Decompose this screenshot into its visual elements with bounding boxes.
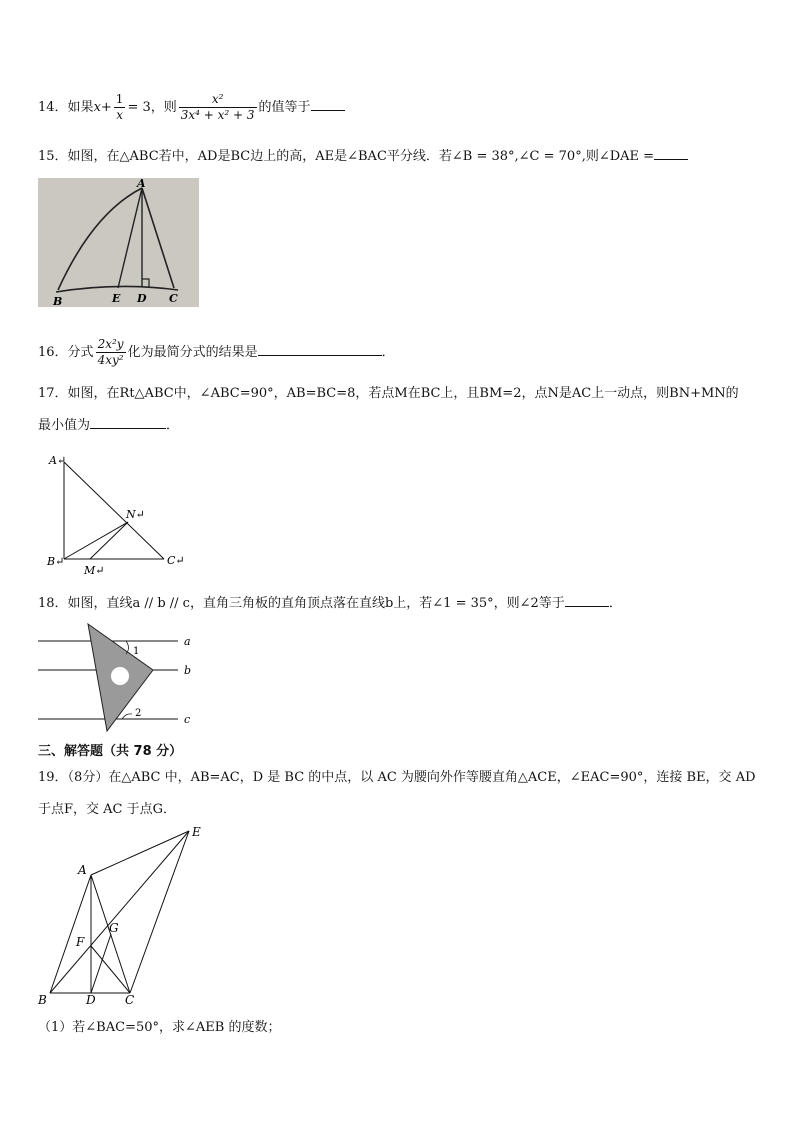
label-d: D	[86, 993, 96, 1007]
q15-text: 如图，在△ABC若中，AD是BC边上的高，AE是∠BAC平分线．若∠B = 38°,∠C = 70°,则∠DAE =	[67, 149, 655, 164]
question-number: 19．	[38, 770, 68, 785]
segment-be	[50, 831, 189, 993]
label-m: M↵	[84, 564, 105, 577]
question-number: 15．	[38, 149, 68, 164]
frac-denominator: x	[114, 107, 126, 123]
label-c: C↵	[167, 554, 185, 567]
label-e: E	[192, 825, 201, 839]
q17-tail: ．	[166, 418, 180, 433]
question-19-part-1: （1）若∠BAC=50°，求∠AEB 的度数；	[38, 1020, 281, 1035]
q14-fraction-1	[114, 92, 126, 123]
question-17-line-2	[38, 414, 756, 436]
question-number: 17．	[38, 386, 68, 401]
angle-2-arc	[122, 714, 132, 719]
label-a: A↵	[49, 454, 67, 467]
q17-text-1: 如图，在Rt△ABC中，∠ABC=90°，AB=BC=8，若点M在BC上，且BM=2，点N是AC上一动点，则BN+MN的	[67, 386, 739, 401]
q18-text: 如图，直线a // b // c，直角三角板的直角顶点落在直线b上，若∠1 = 35°，则∠2等于	[67, 596, 565, 611]
label-f: F	[76, 935, 85, 949]
answer-blank[interactable]	[258, 341, 382, 356]
question-16	[38, 337, 756, 368]
question-number: 14．	[38, 100, 68, 115]
label-angle-2: 2	[135, 708, 142, 719]
label-b: B	[38, 993, 47, 1007]
answer-blank[interactable]	[654, 145, 688, 160]
q15-figure	[38, 178, 199, 307]
question-17-line-1	[38, 384, 756, 404]
question-15	[38, 145, 756, 167]
q18-tail: ．	[608, 596, 622, 611]
question-19-line-2	[38, 800, 756, 820]
segment-cf	[91, 946, 130, 993]
q16-text-2: 化为最简分式的结果是	[127, 345, 258, 360]
answer-blank[interactable]	[311, 96, 345, 111]
label-b: B	[53, 295, 63, 307]
question-14	[38, 92, 756, 123]
q17-figure	[44, 450, 194, 578]
label-c: C	[125, 993, 135, 1007]
label-line-a: a	[184, 635, 191, 648]
q14-text-3: 的值等于	[258, 100, 311, 115]
q16-tail: ．	[381, 345, 395, 360]
frac-numerator: 1	[115, 92, 124, 106]
label-d: D	[137, 292, 147, 305]
label-a: A	[137, 178, 146, 190]
frac-numerator: x²	[211, 92, 224, 106]
q19-text-1: （8分）在△ABC 中，AB=AC，D 是 BC 的中点，以 AC 为腰向外作等腰直角△ACE，∠EAC=90°，连接 BE，交 AD	[67, 770, 756, 785]
side-ae	[91, 831, 189, 875]
label-g: G	[109, 921, 119, 935]
label-a: A	[78, 863, 87, 877]
set-square-hole	[111, 667, 129, 685]
label-line-b: b	[184, 664, 192, 677]
q16-fraction	[96, 337, 126, 368]
label-line-c: c	[184, 713, 191, 726]
q16-text-1: 分式	[67, 345, 94, 360]
frac-denominator: 4xy²	[97, 353, 124, 367]
side-ab	[50, 875, 91, 993]
question-number: 18．	[38, 596, 68, 611]
frac-denominator: 3x⁴ + x² + 3	[180, 108, 255, 122]
question-18	[38, 592, 756, 614]
q14-text-1: 如果	[67, 100, 94, 115]
answer-blank[interactable]	[90, 414, 166, 429]
q14-text-2: = 3，则	[127, 100, 177, 115]
section-heading: 三、解答题（共 78 分）	[38, 744, 183, 759]
segment-dg	[91, 934, 111, 993]
label-angle-1: 1	[133, 646, 140, 657]
label-b: B↵	[47, 555, 65, 568]
q19-figure	[36, 822, 211, 1010]
frac-numerator: 2x²y	[97, 337, 124, 351]
question-number: 16．	[38, 345, 68, 360]
q14-fraction-2	[179, 92, 257, 123]
question-19-line-1	[38, 768, 756, 788]
q14-expr: x+	[93, 100, 112, 115]
side-ac	[64, 462, 164, 559]
q17-text-2: 最小值为	[38, 418, 91, 433]
q19-text-2: 于点F，交 AC 于点G．	[38, 802, 177, 817]
label-c: C	[169, 292, 178, 305]
q18-figure	[38, 620, 208, 735]
side-ce	[130, 831, 189, 993]
label-n: N↵	[126, 508, 145, 521]
label-e: E	[112, 292, 121, 305]
answer-blank[interactable]	[565, 592, 609, 607]
